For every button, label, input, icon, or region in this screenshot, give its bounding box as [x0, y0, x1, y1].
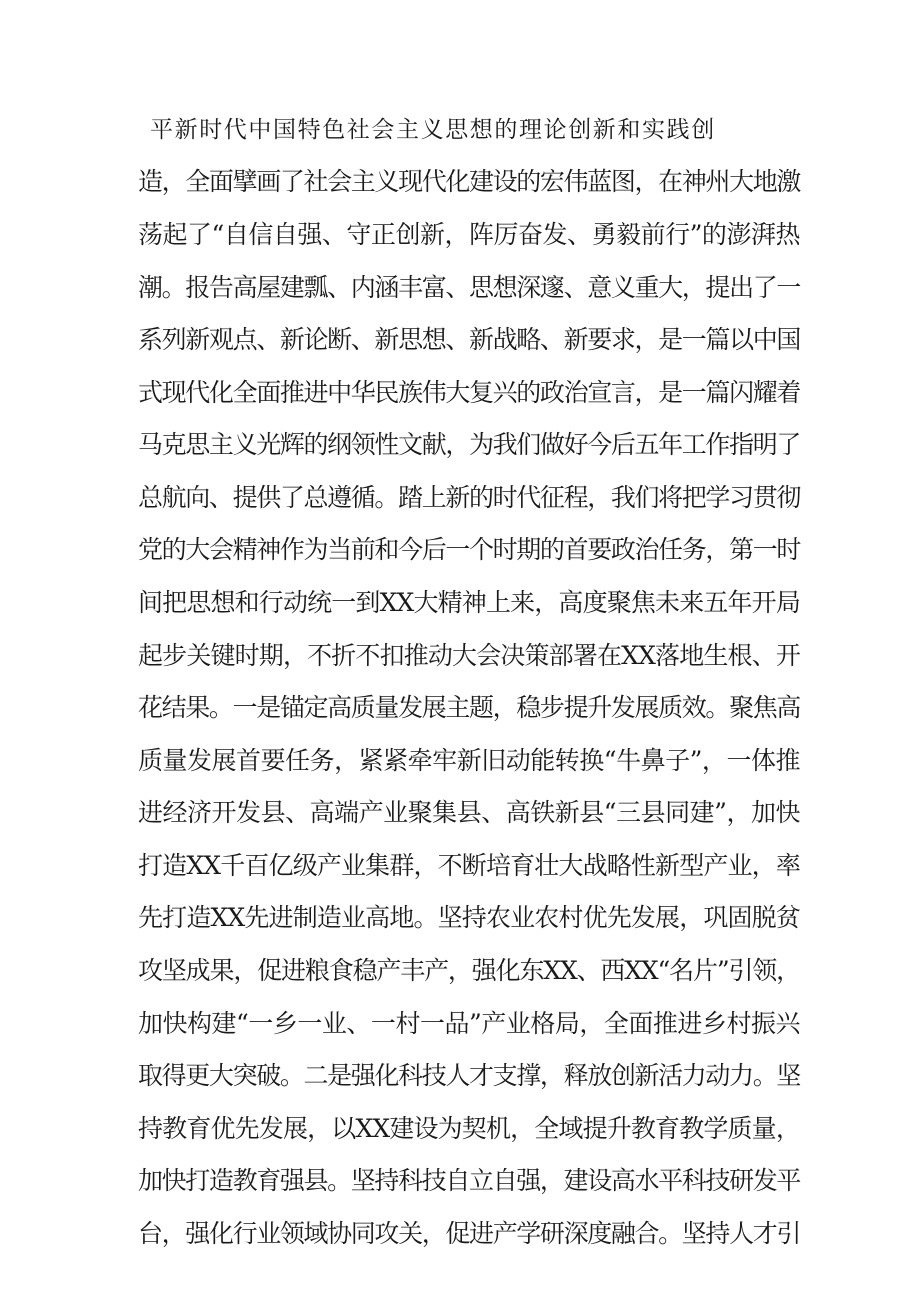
- text-line: 平新时代中国特色社会主义思想的理论创新和实践创: [150, 117, 716, 143]
- text-line: 马克思主义光辉的纲领性文献，为我们做好今后五年工作指明了: [138, 430, 800, 459]
- text-line: 持教育优先发展，以XX建设为契机，全域提升教育教学质量，: [138, 1114, 800, 1143]
- text-line: 潮。报告高屋建瓢、内涵丰富、思想深邃、意义重大，提出了一: [138, 273, 800, 302]
- text-line: 加快打造教育强县。坚持科技自立自强，建设高水平科技研发平: [138, 1166, 800, 1195]
- text-line: 间把思想和行动统一到XX大精神上来，高度聚焦未来五年开局: [138, 588, 800, 617]
- text-line: 取得更大突破。二是强化科技人才支撑，释放创新活力动力。坚: [138, 1061, 800, 1090]
- text-line: 式现代化全面推进中华民族伟大复兴的政治宣言，是一篇闪耀着: [138, 378, 800, 407]
- text-line: 起步关键时期，不折不扣推动大会决策部署在XX落地生根、开: [138, 641, 800, 670]
- text-line: 系列新观点、新论断、新思想、新战略、新要求，是一篇以中国: [138, 325, 800, 354]
- text-line: 质量发展首要任务，紧紧牵牢新旧动能转换“牛鼻子”，一体推: [138, 746, 800, 775]
- text-line: 荡起了“自信自强、守正创新，阵厉奋发、勇毅前行”的澎湃热: [138, 220, 800, 249]
- text-line: 进经济开发县、高端产业聚集县、高铁新县“三县同建”，加快: [138, 798, 800, 827]
- text-line: 加快构建“一乡一业、一村一品”产业格局，全面推进乡村振兴: [138, 1009, 800, 1038]
- text-line: 造，全面擘画了社会主义现代化建设的宏伟蓝图，在神州大地激: [138, 167, 800, 196]
- text-line: 攻坚成果，促进粮食稳产丰产，强化东XX、西XX“名片”引领，: [138, 956, 800, 985]
- text-line: 总航向、提供了总遵循。踏上新的时代征程，我们将把学习贯彻: [138, 483, 800, 512]
- text-line: 打造XX千百亿级产业集群，不断培育壮大战略性新型产业，率: [138, 851, 800, 880]
- text-line: 花结果。一是锚定高质量发展主题，稳步提升发展质效。聚焦高: [138, 693, 800, 722]
- text-line: 台，强化行业领域协同攻关，促进产学研深度融合。坚持人才引: [138, 1219, 800, 1248]
- text-line: 党的大会精神作为当前和今后一个时期的首要政治任务，第一时: [138, 535, 800, 564]
- text-line: 先打造XX先进制造业高地。坚持农业农村优先发展，巩固脱贫: [138, 903, 800, 932]
